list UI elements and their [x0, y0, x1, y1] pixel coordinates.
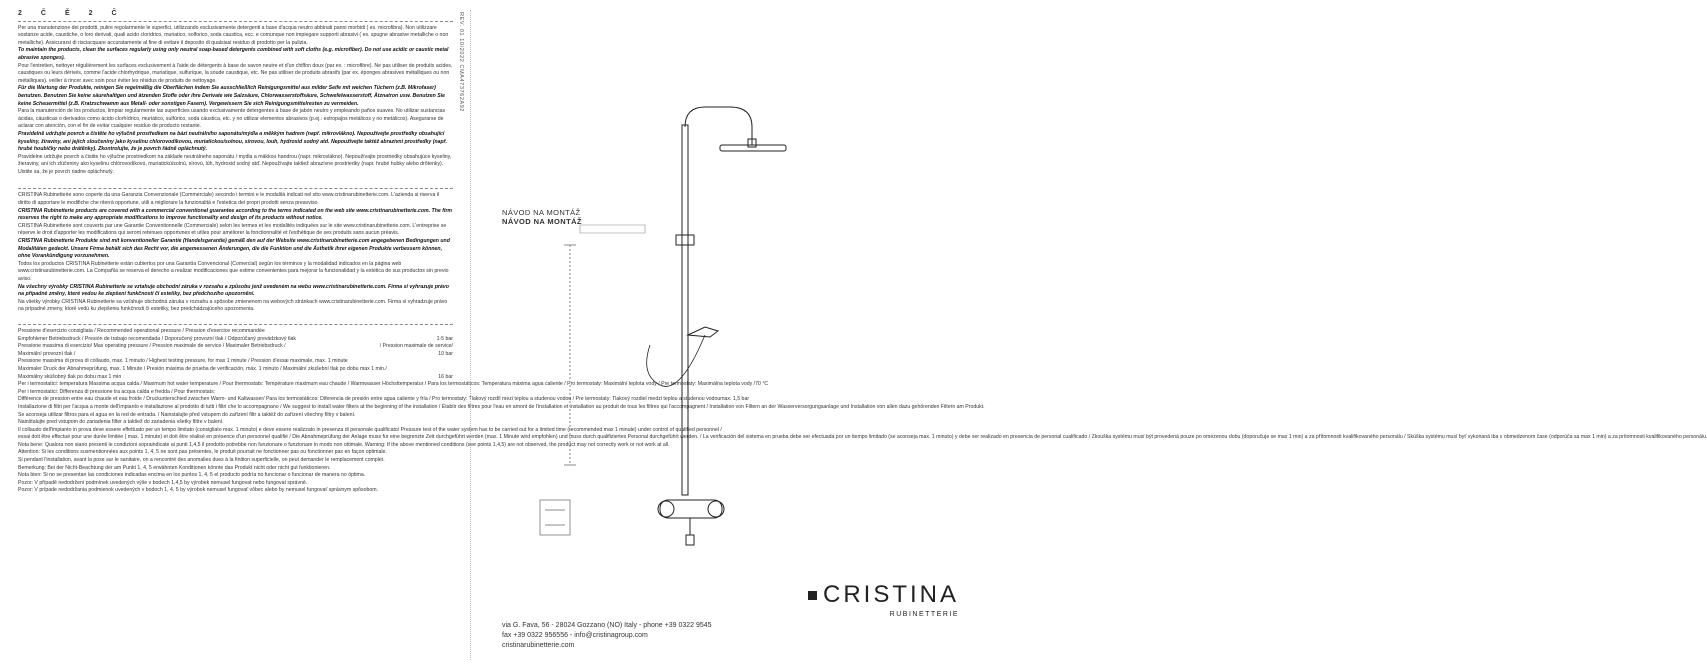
header-letter: Ě — [64, 10, 71, 17]
brand-logo — [808, 581, 959, 618]
spec-row — [18, 434, 1707, 442]
warranty-fr: CRISTINA Rubinetterie sont couverts par une Garantie Conventionnelle (Commerciale) selon les termes et les modalités indiquées sur le site www.cristinarubinetterie.com. L'entreprise se réserve le droit d'apporter les modifications qui seront retenues opportunes et utiles pour améliorer la fonctionnalité et l'esthétique de ses produits sans aucun préavis. — [18, 222, 447, 237]
spec-label: Si pendant l'installation, avant la pose sur le sanitaire, on a rencontré des anomalies dues à la finition superficielle, on peut demander le remplacement complet. — [18, 457, 385, 464]
shower-arm — [685, 107, 752, 145]
specs-section — [18, 327, 1707, 495]
spec-label: Attention: Si les conditions susmentionnées aux points 1, 4, 5 ne sont pas présentes, le produit pourrait ne fonctionner pas ou fonctionner pas en façon optimale. — [18, 449, 387, 456]
spec-row — [18, 374, 453, 382]
title-line-2: NÁVOD NA MONTÁŽ — [502, 217, 582, 226]
spec-label: Pozor: V prípade nedodržania podmienok uvedených v bodoch 1, 4, 5 by výrobok nemusel fungovať vôbec alebo by nemusel fungovať správnym spôsobom. — [18, 487, 379, 494]
spec-label: Per i termostatici: temperatura Massima acqua calda / Maximum hot water temperature / Pour thermostats: Température maximum eau chaude / Warmwasser Höchsttemperatur / Para los termostáticos: Temperatura máxima agua caliente / Pro termostaty: Maximální teplota vody / Pre termostaty: Maximálna teplota vody / — [18, 381, 756, 388]
header-letter: Č — [40, 10, 47, 17]
warranty-cz: Na všechny výrobky CRISTINA Rubinetterie se vztahuje obchodní záruka v rozsahu a způsobu jenž uvedeném na webu www.cristinarubinetterie.com. Firma si vyhrazuje právo na případné změny, které vedou ke zlepšení funkčnosti či estetiky, bez předchozího upozornění. — [18, 283, 449, 298]
warranty-it: CRISTINA Rubinetterie sono coperte da una Garanzia Convenzionale (Commerciale) secondo i termini e le modalità indicati nel sito www.cristinarubinetterie.com. L'azienda si riserva il diritto di apportare le modifiche che riterrà opportune, utili a migliorare la funzionalità e l'estetica dei propri prodotti senza preavviso. — [18, 192, 440, 207]
cleaning-fr: Pour l'entretien, nettoyer régulièrement les surfaces exclusivement à l'aide de détergents à base de savon neutre et d'un chiffon doux (par ex. : microfibre). Ne pas utiliser de produits acides, caustiques ou leurs dérivés, comme l'acide chlorhydrique, muriatique, sulfurique, la soude caustique, etc. Ne pas utiliser de produits abrasifs (par ex. éponges abrasives métalliques ou non métalliques). veiller à rincer avec soin pour éviter les résidus de produits de nettoyage. — [18, 62, 453, 84]
spec-label: Bemerkung: Bei der Nicht-Beachtung der am Punkt 1, 4, 5 erwähnten Konditionen könnte das Produkt nicht oder nicht gut funktionieren. — [18, 464, 331, 471]
cleaning-it: Per una manutenzione dei prodotti, pulire regolarmente le superfici, utilizzando esclusivamente detergenti a base d'acqua neutro abbinati panni morbidi ( es. microfibra). Non utilizzare sostanze acide, caustiche, o loro derivati, quali acido cloridrico, muriatico, solforico, soda caustica, ecc. e comunque non impiegare supporti abrasivi ( es. spugne abrasive metalliche o non metalliche). Assicurarsi di risciacquare accuratamente al fine di evitare il deposito di qualsiasi residuo di prodotto per la pulizia. — [18, 24, 449, 46]
spec-label: Nota bene: Qualora non siano presenti le condizioni sopraindicate ai punti 1,4,5 il prodotto potrebbe non funzionare o funzionare in modo non ottimale. Warning: If the above mentioned conditions (see points 1,4,5) are not observed, the product may not correctly work or not work at all. — [18, 441, 670, 448]
spec-label: Pressione massima di prova di collaudo, max. 1 minuto / Highest testing pressure, for max 1 minute / Pression d'essai maximale, max. 1 minute — [18, 358, 348, 365]
wall-bracket — [676, 235, 694, 245]
spec-row — [18, 358, 453, 366]
logo-square-icon — [808, 591, 817, 600]
cleaning-es: Para la manutención de los productos, limpiar regularmente las superficies usando exclusivamente detergentes a base de jabón neutro y empleando paños suaves. No utilizar sustancias ácidas, cáusticas o derivados como ácido clorhídrico, muriático, sulfúrico, soda cáustica, etc. y no utilizar elementos abrasivos (p.ej.: estropajos metálicos y no metálicos). Asegurarse de aclarar con atención, con el fin de evitar cualquier residuo de producto restante. — [18, 108, 446, 130]
title-line-1: NÁVOD NA MONTÁŽ — [502, 208, 581, 217]
spec-value: 1-5 bar — [436, 335, 453, 342]
spec-row — [18, 487, 453, 495]
spec-row — [18, 465, 453, 473]
shower-head — [720, 145, 786, 151]
spec-row — [18, 366, 453, 374]
hose — [647, 335, 705, 386]
spec-label: Se aconseja utilizar filtros para el agua en la red de entrada. / Nainstalujte před vstupem do zařízení filtr a taktéž do zařízení všechny filtry v balení. — [18, 411, 356, 418]
spec-label: Pressione d'esercizio consigliata / Recommended operational pressure / Pression d'exercice recommandée — [18, 327, 265, 334]
header-letter: Č — [111, 10, 118, 17]
side-view-lines — [545, 510, 565, 525]
warranty-es: Todos los productos CRISTINA Rubinetterie están cubiertos por una Garantía Convencional (Comercial) según los términos y la modalidad indicados en la página web www.cristinarubinetterie.com. La Compañía se reserva el derecho a realizar modificaciones que estime convenientes para mejorar la funcionalidad y la estética de sus productos sin previo aviso. — [18, 260, 449, 282]
spec-label: Empfohlener Betriebsdruck / Presión de trabajo recomendada / Doporučený provozní tlak / Odporúčaný prevádzkový tlak — [18, 335, 296, 342]
spec-row — [18, 396, 750, 404]
spec-label: Il collaudo dell'impianto in prova deve essere effettuato per un tempo limitato (consigliato max. 1 minuto) e deve essere realizzato in presenza di personale qualificato/ Pressure test of the water system has to be carried out for a limited time (recommended max 1 minute) under control of qualified personnel / — [18, 426, 722, 433]
spec-label: Nota bien: Si no se presentan las condiciones indicadas encima en los puntos 1, 4, 5 el producto podría no funcionar o funcionar de manera no óptima. — [18, 472, 366, 479]
contact-fax-email: fax +39 0322 956556 - info@cristinagroup.com — [502, 632, 648, 639]
spout-end — [686, 535, 694, 545]
spec-row — [18, 419, 453, 427]
spec-row — [18, 351, 453, 359]
header-letters — [18, 10, 453, 18]
spec-label: Installazione di filtri per l'acqua a monte dell'impianto e installazione al prodotto di tutti i filtri che lo accompagnano / We suggest to install water filters at the beginning of the installation / Établir des filtres pour l'eau en amont de l'installation et installation au produit de tous les filtres qui l'accompagnent / Installation von Filtern an der Wasserversorgungsanlage und Installation von allen dazu gehörenden Filtern am Produkt. — [18, 403, 985, 410]
spec-label: Différence de pression entre eau chaude et eau froide / Druckunterschied zwischen Warm- und Kaltwasser/ Para los termostáticos: Diferencia de presión entre agua caliente y fría / Pro termostaty: Tlakový rozdíl mezi teplou a studenou vodou / Pre termostaty: Tlakový rozdiel medzi teplou a studenou vodou — [18, 396, 721, 403]
spec-label: Maximálny skúšobný tlak po dobu max 1 min — [18, 373, 122, 380]
divider — [18, 324, 453, 325]
spec-row — [18, 343, 453, 351]
hand-shower — [688, 327, 718, 337]
spec-row — [18, 336, 453, 344]
spec-label: Nainštalujte pred vstupom do zariadenia filter a taktiež do zariadenia všetky filtre v balení. — [18, 419, 224, 426]
header-letter: 2 — [88, 10, 94, 17]
brand-sub: RUBINETTERIE — [889, 611, 960, 618]
spec-row — [18, 449, 453, 457]
riser-pipe — [682, 125, 688, 495]
spec-value: max. 1,5 bar — [720, 396, 750, 403]
spec-value: 10 bar — [438, 350, 453, 357]
revision-code-text: REV. 01 10/2022 CMA473762A92 — [458, 12, 464, 113]
cleaning-de: Für die Wartung der Produkte, reinigen Sie regelmäßig die Oberflächen indem Sie ausschließlich Reinigungsmittel aus milder Seife mit weichen Tüchern (z.B. Mikrofaser) benutzen. Benutzen Sie keine säurehaltigen und ätzenden Stoffe oder ihre Derivate wie Salzsäure, Chlorwasserstoffsäure, Schwefelwasserstoff, Ätznatron usw. Benutzen Sie keine Scheuermittel (z.B. Kratzschwamm aus Metall- oder sonstigen Fasern). Vergewissern Sie sich Reinigungsmittelresten zu vermeiden. — [18, 85, 446, 107]
header-letter: 2 — [18, 10, 23, 17]
contact-address: via G. Fava, 56 - 28024 Gozzano (NO) Italy - phone +39 0322 9545 — [502, 622, 712, 629]
cleaning-section — [18, 25, 453, 177]
shower-column-drawing — [520, 105, 780, 575]
warranty-section — [18, 192, 453, 314]
spec-value: 16 bar — [438, 373, 453, 380]
contact-website: cristinarubinetterie.com — [502, 642, 575, 649]
spec-row — [18, 381, 769, 389]
spec-row — [18, 426, 722, 435]
spec-label: Maximaler Druck der Abnahmeprüfung, max. 1 Minute / Presión máxima de prueba de verificación, máx. 1 minuto / Maximální zkušební tlak po dobu max 1 min./ — [18, 365, 387, 372]
spec-row — [18, 412, 453, 420]
spec-label: Per i termostatici: Differenza di pressione tra acqua calda e fredda / Pour thermostats: — [18, 388, 216, 395]
side-profile — [580, 225, 645, 233]
brand-name-text: CRISTINA — [823, 581, 960, 608]
column-divider — [470, 10, 471, 660]
spec-row — [18, 389, 453, 397]
contact-block — [502, 621, 712, 651]
side-view-mount — [540, 500, 570, 535]
divider — [18, 21, 453, 22]
warranty-sk: Na všetky výrobky CRISTINA Rubinetterie sa vzťahuje obchodná záruka v rozsahu a spôsobe zmienenom na webových stránkach www.cristinarubinetterie.com. Firma si vyhradzuje právo na prípadné zmeny, ktoré vedú ku zlepšeniu funkčnosti či estetiky, bez predchádzajúceho upozornenia. — [18, 298, 448, 313]
spec-label: Pressione massima di esercizio/ Max operating pressure / Pression maximale de service / Maximaler Betriebsdruck / — [18, 343, 286, 350]
cleaning-sk: Pravidelne udržujte povrch a čistite ho výlučne prostriedkom na základe neutrálneho saponátu / mydla a mäkkou handrou (napr. mikrovlákno). Nepoužívajte prostriedky obsahujúce kyseliny, žieraviny, ani ich zlúčeniny ako kyselinu chlórovodíkovú, muriatickú/solnú, sírovú, lúh, hydroxid sodný atď. Nepoužívajte taktiež abrazívne prostriedky (napr. hrubé hubky alebo drôtenky). Uistite sa, že je povrch riadne opláchnutý. — [18, 153, 452, 175]
spec-row — [18, 480, 453, 488]
revision-code — [455, 12, 465, 162]
cleaning-cz: Pravidelně udržujte povrch a čistěte ho výlučně prostředkem na bázi neutrálního saponátu/mýdla a měkkým hadrem (např. mikrovlákno). Nepoužívejte prostředky obsahující kyseliny, žíraviny, ani jejich sloučeniny jako kyselinu chlorovodíkovou, muriatickou/solnou, sírovou, louh, hydroxid sodný atd. Nepoužívejte taktéž abrazivní prostředky (např. hrubé houbičky nebo drátěnky). Zkontrolujte, že je povrch řádně opláchnutý. — [18, 130, 448, 153]
spec-row — [18, 457, 453, 465]
spec-row — [18, 403, 985, 412]
cleaning-en: To maintain the products, clean the surfaces regularly using only neutral soap-based detergents combined with soft cloths (e.g. microfiber). Do not use acidic or caustic metal abrasive sponges). — [18, 47, 449, 61]
spec-row — [18, 441, 670, 450]
spec-value: / Pression maximale de service/ — [379, 343, 453, 350]
spec-label: Maximální provozní tlak / — [18, 350, 76, 357]
divider — [18, 188, 453, 189]
warranty-en: CRISTINA Rubinetterie products are covered with a commercial conventional guarantee according to the terms indicated on the web site www.cristinarubinetterie.com. The firm reserves the right to make any appropriate modifications to improve functionality and design of its products without notice. — [18, 207, 453, 222]
warranty-de: CRISTINA Rubinetterie Produkte sind mit konventioneller Garantie (Handelsgarantie) gemäß den auf der Website www.cristinarubinetterie.com angegebenen Bedingungen und Modalitäten gedeckt. Unsere Firma behält sich das Recht vor, die angemessenen Änderungen, die die Funktion und die Ästhetik ihrer eigenen Produkte verbessern können, ohne Vorankündigung vorzunehmen. — [18, 238, 450, 260]
thermostat-body — [660, 500, 722, 518]
spec-row — [18, 328, 453, 336]
brand-name — [808, 581, 959, 609]
spec-label: essai doit être effectué pour une durée limitée ( max. 1 minute) et doit être réalisé en présence d'un personnel qualifié / Die Abnahmeprüfung der Anlage muss für eine begrenzte Zeit durchgeführt werden (max. 1 Minute wird empfohlen) und muss durch qualifiziertes Personal durchgeführt werden. / La verificación del sistema en prueba debe ser efectuada por un tiempo limitado (se aconseja max. 1 minuto) y debe ser realizado en presencia de personal cualificado / Zkouška systému musí být provedená pouze po omezenou dobu (doporučuje se max 1 min) a za přítomnosti kvalifikovaného personálu / Skúška systému musí byť vykonaná iba v obmedzenom čase (odporúča sa max 1 min) a za prítomnosti kvalifikovaného personálu. — [18, 434, 1707, 441]
spec-value: 70 °C — [755, 381, 769, 388]
spec-label: Pozor: V případě nedodržení podmínek uvedených výše v bodech 1,4,5 by výrobek nemusel fungovat nebo fungovat správně. — [18, 479, 308, 486]
spec-row — [18, 472, 453, 480]
